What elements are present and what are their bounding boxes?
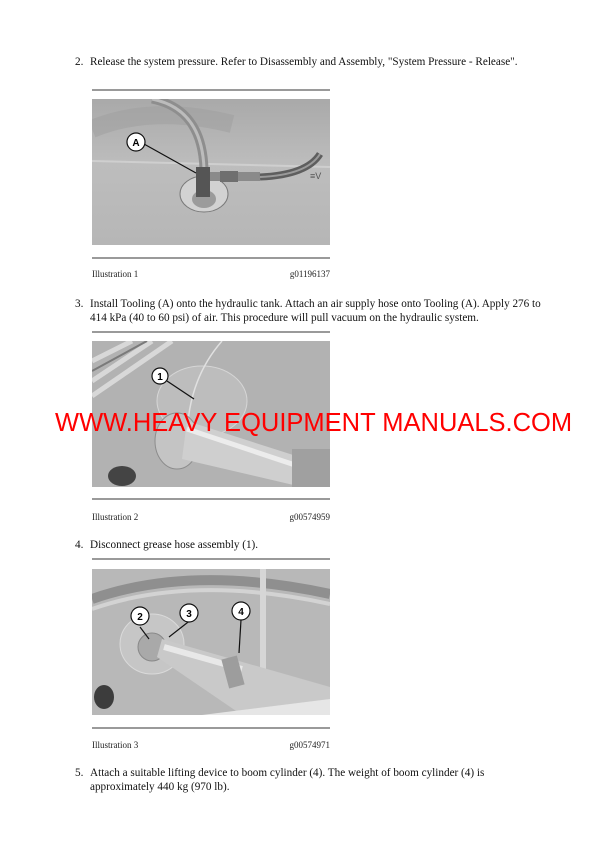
step-text: Install Tooling (A) onto the hydraulic tank. Attach an air supply hose onto Tooling (A). Apply 276 to 414 kPa (40 to 60 psi) of air. This procedure will pull vacuum on the hydraulic system. bbox=[90, 298, 541, 324]
illustration-id: g00574971 bbox=[289, 740, 330, 750]
step-number: 4. bbox=[75, 539, 84, 551]
figure-bottom-rule bbox=[92, 498, 330, 500]
step-text: Release the system pressure. Refer to Disassembly and Assembly, "System Pressure - Release". bbox=[90, 56, 518, 68]
illustration-label: Illustration 2 bbox=[92, 512, 139, 522]
figure-top-rule bbox=[92, 89, 330, 91]
illustration-3-photo bbox=[92, 569, 330, 715]
step-text: Disconnect grease hose assembly (1). bbox=[90, 539, 259, 551]
illustration-label: Illustration 1 bbox=[92, 269, 139, 279]
callout-a-label: A bbox=[132, 138, 140, 149]
figure-bottom-rule bbox=[92, 727, 330, 729]
step-5 bbox=[75, 766, 545, 794]
callout-3-label: 3 bbox=[186, 609, 192, 620]
callout-4-label: 4 bbox=[238, 607, 244, 618]
callout-1-label: 1 bbox=[157, 372, 163, 383]
step-3 bbox=[75, 297, 545, 325]
figure-top-rule bbox=[92, 331, 330, 333]
step-number: 3. bbox=[75, 298, 84, 310]
figure-bottom-rule bbox=[92, 257, 330, 259]
callout-2-label: 2 bbox=[137, 612, 143, 623]
illustration-id: g00574959 bbox=[289, 512, 330, 522]
step-text: Attach a suitable lifting device to boom cylinder (4). The weight of boom cylinder (4) is approximately 440 kg (970 lb). bbox=[90, 767, 485, 793]
illustration-label: Illustration 3 bbox=[92, 740, 139, 750]
figure-top-rule bbox=[92, 558, 330, 560]
svg-text:≡V: ≡V bbox=[310, 171, 322, 181]
step-number: 5. bbox=[75, 767, 84, 779]
illustration-1-photo bbox=[92, 99, 330, 245]
watermark: WWW.HEAVY EQUIPMENT MANUALS.COM bbox=[55, 409, 573, 437]
step-number: 2. bbox=[75, 56, 84, 68]
step-4 bbox=[75, 538, 545, 552]
illustration-id: g01196137 bbox=[289, 269, 330, 279]
step-2 bbox=[75, 55, 545, 69]
